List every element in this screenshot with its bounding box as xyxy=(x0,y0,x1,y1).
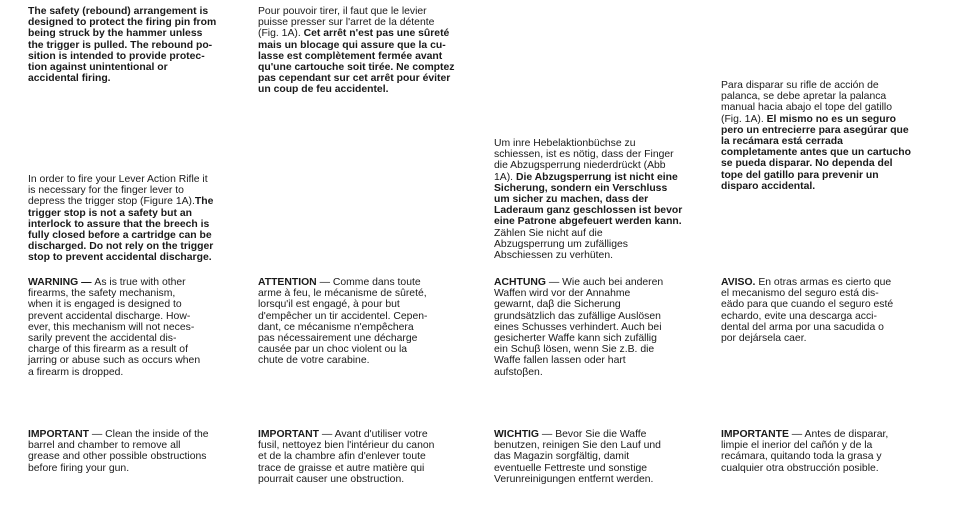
en-warning-text: As is true with other firearms, the safety mechanism, when it is engaged is designed to prevent accidental discharge. How- ever, this mechanism will not neces- sarily prevent the accidental dis- charge of this firearm as a result of jarring or abuse such as occurs when a firearm is dropped. xyxy=(28,277,201,378)
fr-fire-bold: Cet arrêt n'est pas une sûreté mais un blocage qui assure que la cu- lasse est complètement fermée avant qu'une cartouche soit tirée. Ne comptez pas cependant sur cet arrêt pour éviter un coup de feu accidentel. xyxy=(258,28,455,96)
de-wichtig-paragraph xyxy=(494,429,706,485)
fr-fire-normal: Pour pouvoir tirer, il faut que le levier puisse presser sur l'arret de la détente (Fig. 1A). xyxy=(258,6,435,40)
de-fire-bold: Die Abzugsperrung ist nicht eine Sicherung, sondern ein Verschluss um sicher zu machen, dass der Laderaum ganz geschlossen ist bevor eine Patrone abgefeuert werden kann. xyxy=(494,171,683,228)
en-fire-paragraph xyxy=(28,174,240,264)
en-fire-normal: In order to fire your Lever Action Rifle it is necessary for the finger lever to depress the trigger stop (Figure 1A). xyxy=(28,174,208,208)
es-fire-paragraph xyxy=(721,80,933,192)
es-aviso-lead: AVISO. xyxy=(721,277,756,288)
fr-important-lead: IMPORTANT xyxy=(258,429,319,440)
en-important-lead: IMPORTANT xyxy=(28,429,89,440)
en-rebound-paragraph: The safety (rebound) arrangement is designed to protect the firing pin from being struck by the hammer unless the trigger is pulled. The rebound po- sition is intended to provide protec- tion against unintentional or accidental firing. xyxy=(28,6,217,85)
de-fire-normal: Um inre Hebelaktionbüchse zu schiessen, ist es nötig, dass der Finger die Abzugsperrung niederdrückt (Abb 1A). xyxy=(494,138,674,183)
fr-important-text: — Avant d'utiliser votre fusil, nettoyez bien l'intérieur du canon et de la chambre afin d'enlever toute trace de graisse et autre matière qui pourrait causer une obstruction. xyxy=(258,429,435,485)
fr-fire-paragraph xyxy=(258,6,470,96)
es-importante-paragraph xyxy=(721,429,933,474)
es-aviso-text: En otras armas es cierto que el mecanismo del seguro está dis- eädo para que cuando el seguro esté echardo, evite una descarga acci- dental del arma por una sacudida o por dejársela caer. xyxy=(721,277,894,345)
de-wichtig-lead: WICHTIG xyxy=(494,429,540,440)
fr-attention-text: — Comme dans toute arme à feu, le mécanisme de sûreté, lorsqu'il est engagé, à pour but d'empêcher un tir accidentel. Cepen- dant, ce mécanisme n'empêchera pas nécessairement une décharge causée par un choc violent ou la chute de votre carabine. xyxy=(258,277,428,367)
en-fire-bold: The trigger stop is not a safety but an interlock to assure that the breech is fully closed before a cartridge can be discharged. Do not rely on the trigger stop to prevent accidental discharge. xyxy=(28,196,214,264)
de-fire-paragraph xyxy=(494,138,706,261)
en-important-paragraph xyxy=(28,429,240,474)
es-fire-bold: El mismo no es un seguro pero un entrecierre para asegúrar que la recámara está cerrada completamente antes que un cartucho se pueda disparar. No dependa del tope del gatillo para prevenir un disparo accidental. xyxy=(721,113,911,192)
de-achtung-paragraph xyxy=(494,277,706,378)
de-fire-tail: Zählen Sie nicht auf die Abzugsperrung um zufälliges Abschiessen zu verhüten. xyxy=(494,227,628,262)
de-wichtig-text: — Bevor Sie die Waffe benutzen, reinigen Sie den Lauf und das Magazin sorgfältig, damit eventuelle Fettreste und sonstige Verunreinigungen entfernt werden. xyxy=(494,429,661,485)
es-fire-normal: Para disparar su rifle de acción de palanca, se debe apretar la palanca manual hacia abajo el tope del gatillo (Fig. 1A). xyxy=(721,80,892,125)
fr-attention-lead: ATTENTION xyxy=(258,277,317,288)
es-aviso-paragraph xyxy=(721,277,933,344)
en-warning-lead: WARNING — xyxy=(28,277,95,288)
es-importante-lead: IMPORTANTE xyxy=(721,429,789,440)
de-achtung-lead: ACHTUNG xyxy=(494,277,546,288)
en-important-text: — Clean the inside of the barrel and chamber to remove all grease and other possible obstructions before firing your gun. xyxy=(28,429,209,474)
en-warning-paragraph xyxy=(28,277,240,378)
fr-important-paragraph xyxy=(258,429,470,485)
de-achtung-text: — Wie auch bei anderen Waffen wird vor der Annahme gewarnt, daβ die Sicherung grundsätzlich das zufällige Auslösen eines Schusses verhindert. Auch bei gesicherter Waffe kann sich zufällig ein Schuβ lösen, wenn Sie z.B. die Waffe fallen lassen oder hart aufstoβen. xyxy=(494,277,664,378)
fr-attention-paragraph xyxy=(258,277,470,367)
es-importante-text: — Antes de disparar, limpie el inerior del cañón y de la recámara, quitando toda la grasa y cualquier otra obstrucción posible. xyxy=(721,429,889,474)
